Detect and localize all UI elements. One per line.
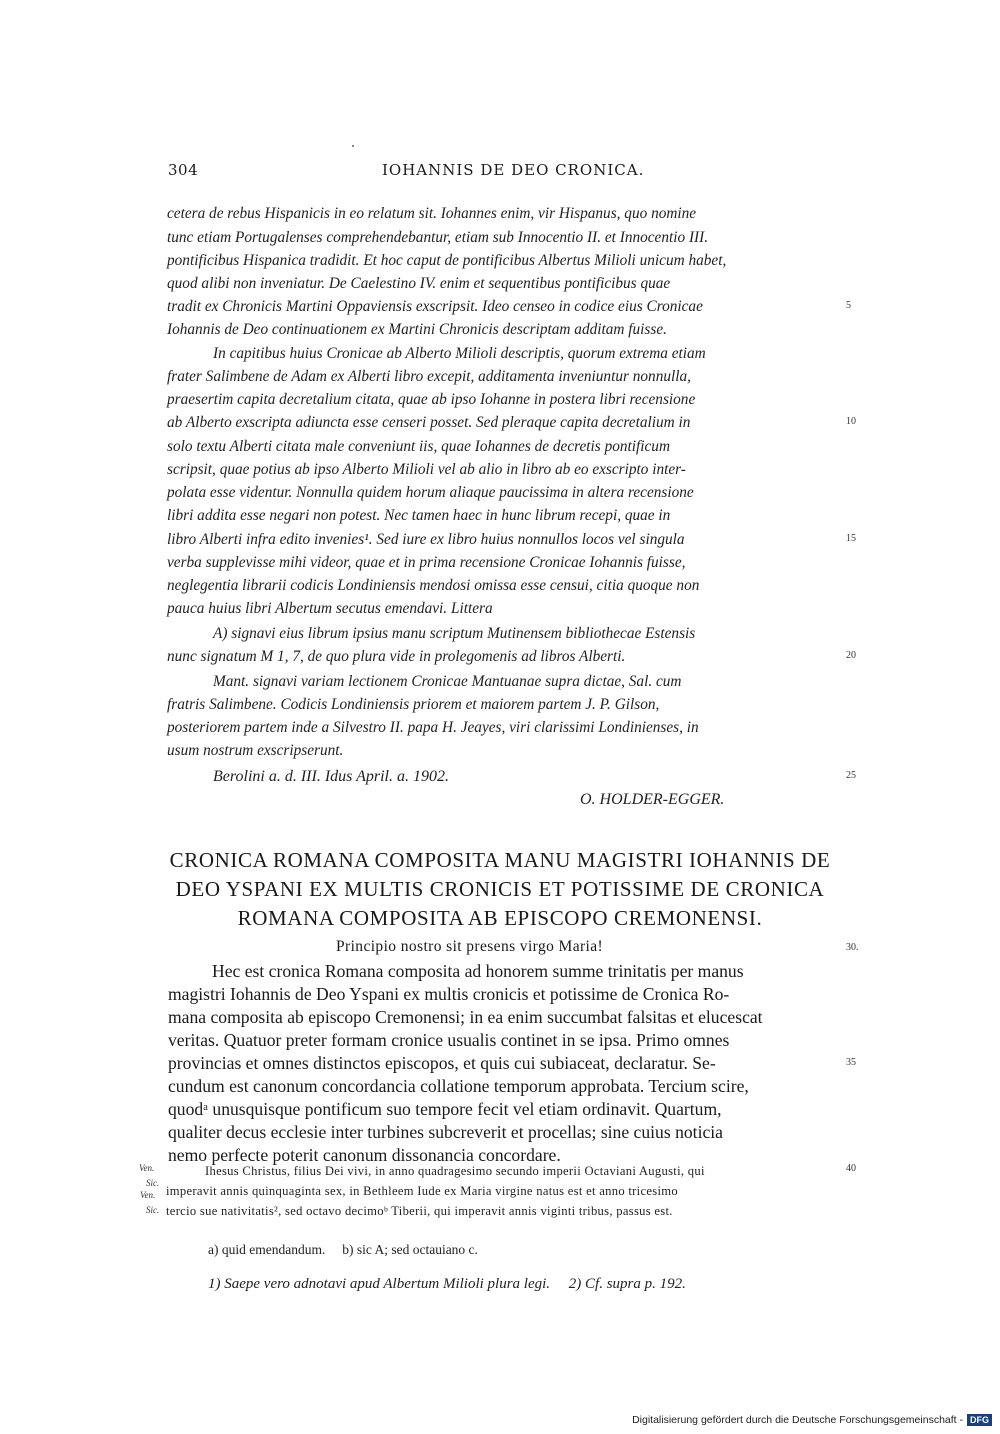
line-number: 10	[846, 416, 856, 427]
main-line: qualiter decus ecclesie inter turbines subcreverit et procellas; sine cuius noticia	[168, 1122, 723, 1142]
intro-line: praesertim capita decretalium citata, quae ab ipso Iohanne in postera libri recensione	[167, 391, 696, 408]
critical-apparatus: a) quid emendandum. b) sic A; sed octauiano c.	[208, 1242, 478, 1257]
running-title: IOHANNIS DE DEO CRONICA.	[382, 161, 645, 179]
intro-line: solo textu Alberti citata male conveniunt iis, quae Iohannes de decretis pontificum	[167, 438, 670, 455]
main-line: mana composita ab episcopo Cremonensi; in ea enim succumbat falsitas et elucescat	[168, 1007, 763, 1027]
mant-line: usum nostrum exscripserunt.	[167, 742, 344, 759]
scan-speck	[352, 145, 354, 147]
footnotes: 1) Saepe vero adnotavi apud Albertum Milioli plura legi. 2) Cf. supra p. 192.	[208, 1276, 686, 1292]
main-line: Hec est cronica Romana composita ad honorem summe trinitatis per manus	[212, 961, 744, 981]
author-signature: O. HOLDER-EGGER.	[580, 791, 725, 808]
intro-line: Iohannis de Deo continuationem ex Martini Chronicis descriptam additam fuisse.	[167, 321, 667, 338]
intro-line: frater Salimbene de Adam ex Alberti libro excepit, additamenta inveniuntur nonnulla,	[167, 368, 691, 385]
small-line: imperavit annis quinquaginta sex, in Bethleem Iude ex Maria virgine natus est et anno tricesimo	[166, 1184, 678, 1198]
intro-line: A) signavi eius librum ipsius manu scriptum Mutinensem bibliothecae Estensis	[213, 625, 696, 642]
line-number: 20	[846, 650, 856, 661]
intro-line: polata esse videntur. Nonnulla quidem horum aliaque paucissima in altera recensione	[167, 484, 694, 501]
main-line: veritas. Quatuor preter formam cronice usualis continet in se ipsa. Primo omnes	[168, 1030, 730, 1050]
intro-line: scripsit, quae potius ab ipso Alberto Milioli vel ab alio in libro ab eo exscripto inter-	[167, 461, 686, 478]
small-line: Ihesus Christus, filius Dei vivi, in anno quadragesimo secundo imperii Octaviani Augusti, qui	[205, 1164, 705, 1178]
line-number: 25	[846, 770, 856, 781]
mant-line: posteriorem partem inde a Silvestro II. papa H. Jeayes, viri clarissimi Londinienses, in	[167, 719, 699, 736]
footer-credit	[632, 1414, 992, 1426]
intro-line: tradit ex Chronicis Martini Oppaviensis exscripsit. Ideo censeo in codice eius Cronicae	[167, 298, 703, 315]
place-date: Berolini a. d. III. Idus April. a. 1902.	[213, 768, 449, 785]
margin-siglum: Ven.	[139, 1163, 155, 1173]
invocation: Principio nostro sit presens virgo Maria!	[336, 938, 604, 955]
intro-line: quod alibi non inveniatur. De Caelestino IV. enim et sequentibus pontificibus quae	[167, 275, 671, 292]
intro-line: pontificibus Hispanica tradidit. Et hoc caput de pontificibus Albertus Milioli unicum habet,	[167, 252, 727, 269]
line-number: 15	[846, 533, 856, 544]
small-line: tercio sue nativitatis², sed octavo decimoᵇ Tiberii, qui imperavit annis viginti tribus, passus est.	[166, 1204, 673, 1218]
line-number: 30.	[846, 942, 859, 953]
heading-line: CRONICA ROMANA COMPOSITA MANU MAGISTRI IOHANNIS DE	[169, 848, 831, 872]
line-number: 35	[846, 1057, 856, 1068]
intro-line: verba supplevisse mihi videor, quae et in prima recensione Cronicae Iohannis fuisse,	[167, 554, 686, 571]
intro-line: libro Alberti infra edito invenies¹. Sed iure ex libro huius nonnullos locos vel singula	[167, 531, 685, 548]
heading-line: ROMANA COMPOSITA AB EPISCOPO CREMONENSI.	[237, 906, 763, 930]
footer-text: Digitalisierung gefördert durch die Deutsche Forschungsgemeinschaft -	[632, 1414, 963, 1426]
page-number: 304	[168, 161, 199, 179]
intro-line: tunc etiam Portugalenses comprehendebantur, etiam sub Innocentio II. et Innocentio III.	[167, 229, 709, 246]
mant-line: Mant. signavi variam lectionem Cronicae Mantuanae supra dictae, Sal. cum	[213, 673, 682, 690]
main-line: cundum est canonum concordancia collatione temporum approbata. Tercium scire,	[168, 1076, 749, 1096]
heading-line: DEO YSPANI EX MULTIS CRONICIS ET POTISSIME DE CRONICA	[175, 877, 825, 901]
intro-line: libri addita esse negari non potest. Nec tamen haec in hunc librum recepi, quae in	[167, 507, 671, 524]
intro-line: nunc signatum M 1, 7, de quo plura vide in prolegomenis ad libros Alberti.	[167, 648, 626, 665]
main-line: magistri Iohannis de Deo Yspani ex multis cronicis et potissime de Cronica Ro-	[168, 984, 730, 1004]
dfg-logo-icon: DFG	[967, 1414, 992, 1426]
line-number: 5	[846, 300, 851, 311]
main-line: quodᵃ unusquisque pontificum suo tempore fecit vel etiam ordinavit. Quartum,	[168, 1099, 722, 1119]
main-line: nemo perfecte poterit canonum dissonancia concordare.	[168, 1145, 561, 1165]
intro-line: neglegentia librarii codicis Londiniensis mendosi omissa esse censui, citia quoque non	[167, 577, 700, 594]
intro-line: In capitibus huius Cronicae ab Alberto Milioli descriptis, quorum extrema etiam	[213, 345, 706, 362]
intro-line: ab Alberto exscripta adiuncta esse censeri posset. Sed pleraque capita decretalium in	[167, 414, 691, 431]
margin-siglum: Ven.	[140, 1190, 156, 1200]
main-line: provincias et omnes distinctos episcopos, et quis cui subiaceat, declaratur. Se-	[168, 1053, 716, 1073]
line-number: 40	[846, 1163, 856, 1174]
mant-line: fratris Salimbene. Codicis Londiniensis priorem et maiorem partem J. P. Gilson,	[167, 696, 660, 713]
margin-siglum: Sic.	[146, 1205, 160, 1215]
intro-line: cetera de rebus Hispanicis in eo relatum sit. Iohannes enim, vir Hispanus, quo nomine	[167, 205, 697, 222]
intro-line: pauca huius libri Albertum secutus emendavi. Littera	[167, 600, 493, 617]
margin-siglum: Sic.	[146, 1178, 160, 1188]
